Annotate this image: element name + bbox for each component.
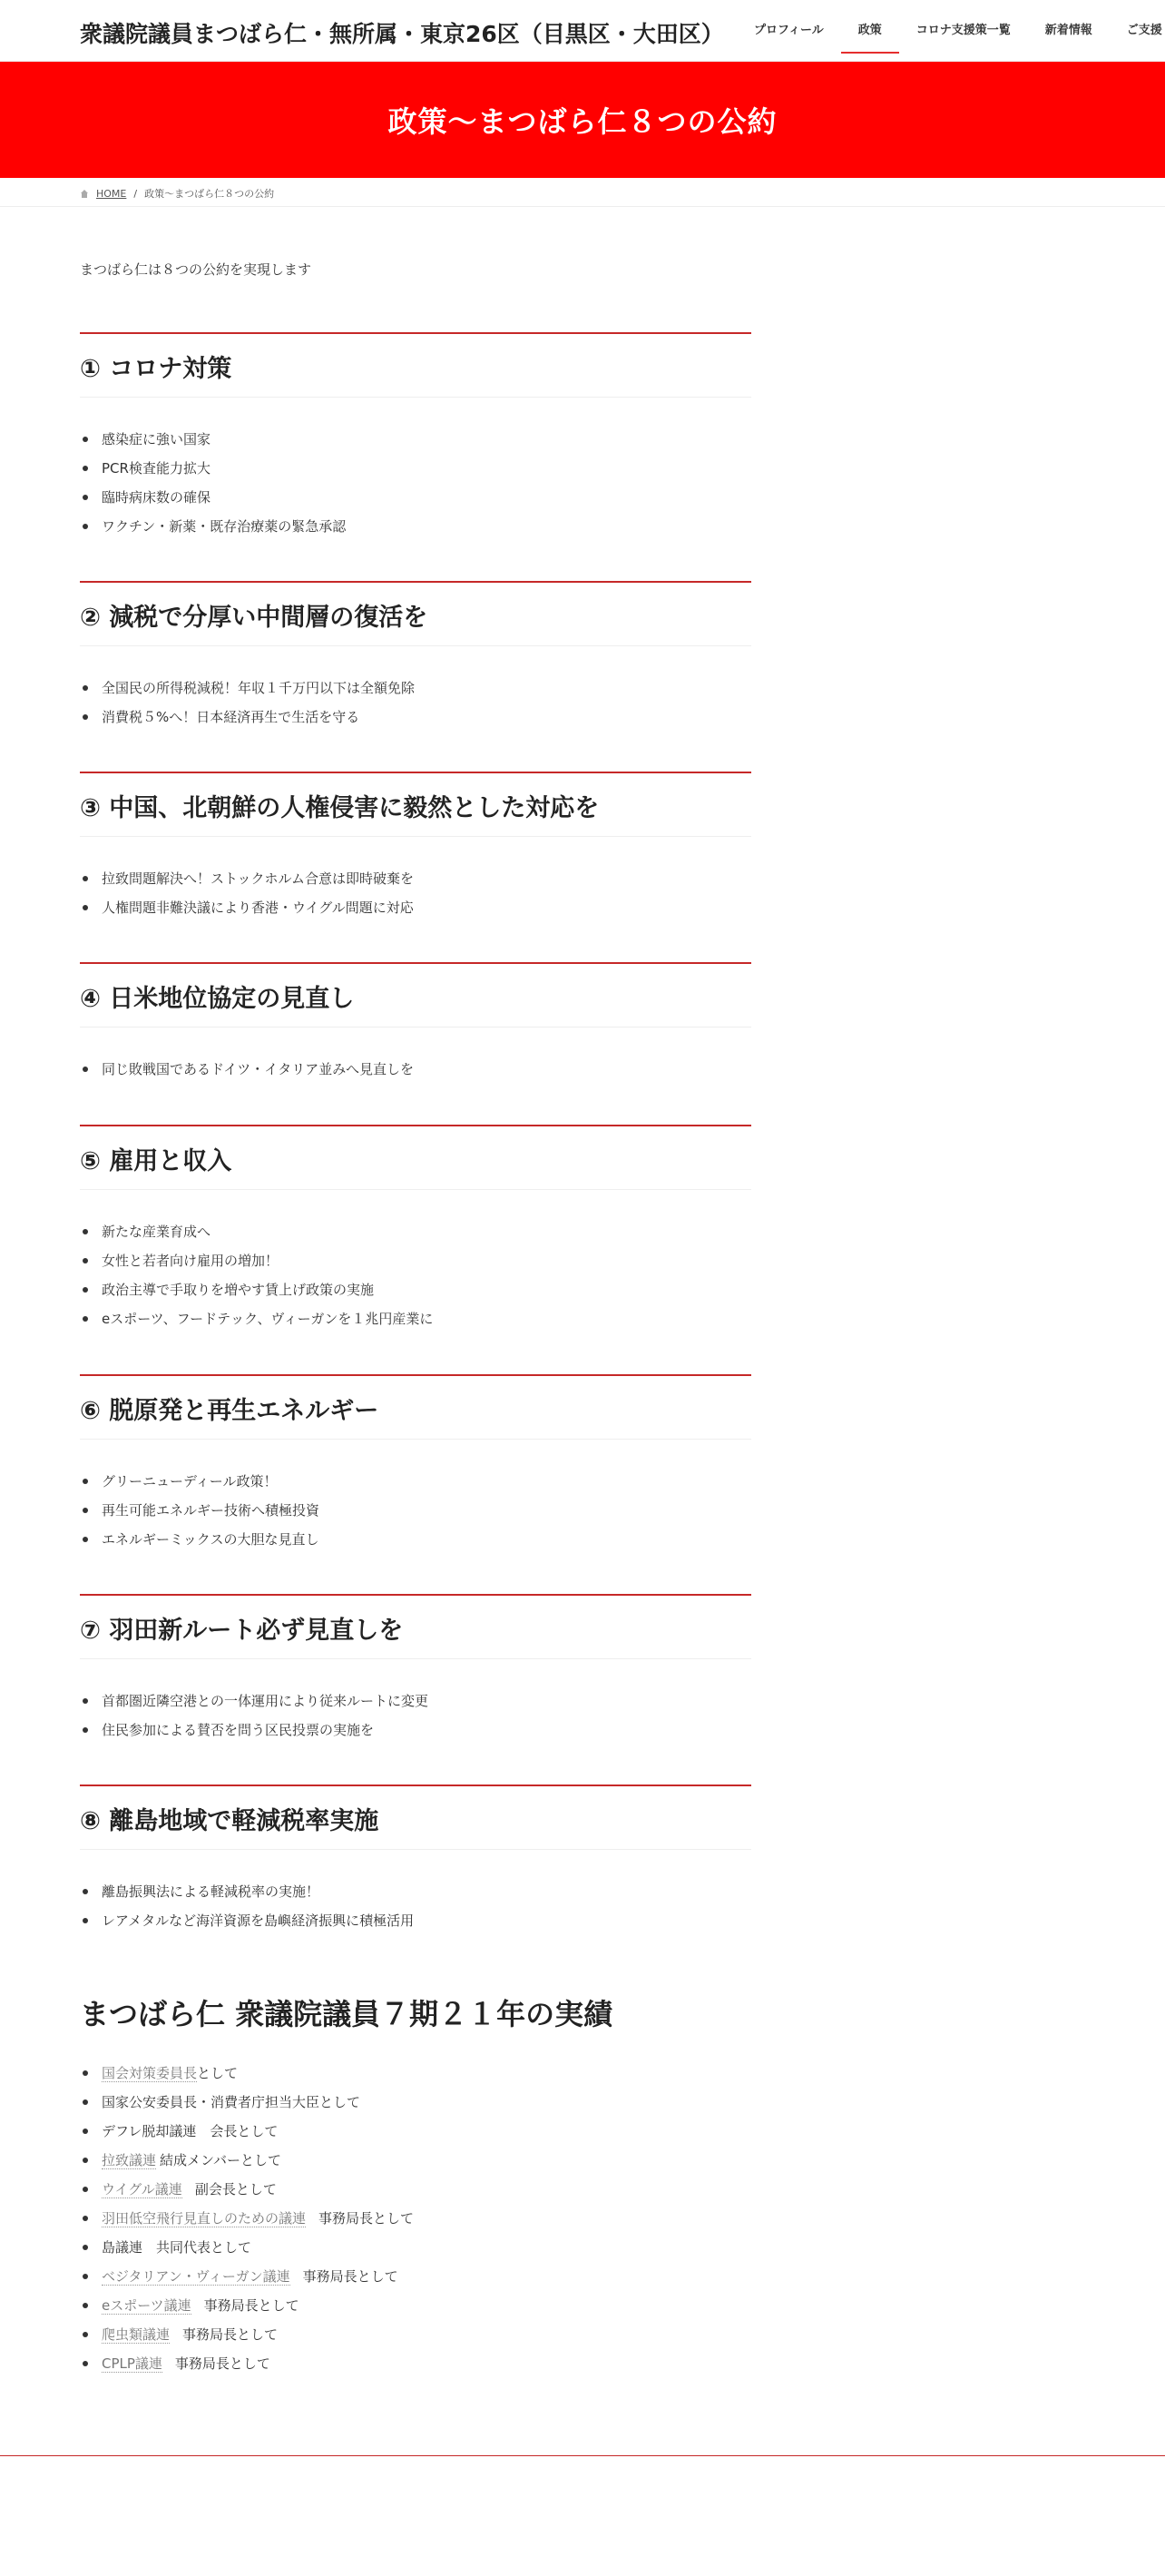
- list-item: 政治主導で手取りを増やす賃上げ政策の実施: [80, 1275, 751, 1304]
- list-item: 女性と若者向け雇用の増加！: [80, 1246, 751, 1275]
- list-item: エネルギーミックスの大胆な見直し: [80, 1525, 751, 1554]
- policy-section-6: [80, 1374, 751, 1554]
- policy-section-5: [80, 1125, 751, 1333]
- record-item: CPLP議連 事務局長として: [80, 2349, 751, 2378]
- breadcrumb-separator: /: [133, 187, 138, 200]
- nav-item-policy[interactable]: 政策: [841, 0, 899, 53]
- list-item: ワクチン・新薬・既存治療薬の緊急承認: [80, 512, 751, 541]
- record-item: デフレ脱却議連 会長として: [80, 2117, 751, 2146]
- policy-heading: ③ 中国、北朝鮮の人権侵害に毅然とした対応を: [80, 772, 751, 837]
- breadcrumb: [0, 178, 1165, 207]
- record-item: eスポーツ議連 事務局長として: [80, 2291, 751, 2320]
- site-header: [0, 0, 1165, 62]
- intro-text: まつばら仁は８つの公約を実現します: [80, 261, 312, 278]
- policy-list: [80, 1217, 751, 1333]
- policy-list: [80, 425, 751, 541]
- policy-list: [80, 673, 751, 732]
- policy-list: [80, 1467, 751, 1554]
- policy-heading: ④ 日米地位協定の見直し: [80, 962, 751, 1027]
- policy-list: [80, 1686, 751, 1745]
- policy-section-1: [80, 332, 751, 541]
- list-item: 再生可能エネルギー技術へ積極投資: [80, 1496, 751, 1525]
- nav-item-news[interactable]: 新着情報: [1044, 24, 1092, 37]
- list-item: 拉致問題解決へ！ストックホルム合意は即時破棄を: [80, 864, 751, 893]
- policy-heading: ⑧ 離島地域で軽減税率実施: [80, 1785, 751, 1850]
- record-item: 羽田低空飛行見直しのための議連 事務局長として: [80, 2204, 751, 2233]
- nav-item-corona-support[interactable]: コロナ支援策一覧: [915, 24, 1011, 37]
- policy-list: [80, 864, 751, 922]
- policy-heading: ⑤ 雇用と収入: [80, 1125, 751, 1190]
- policy-heading: ⑦ 羽田新ルート必ず見直しを: [80, 1594, 751, 1659]
- list-item: グリーニューディール政策！: [80, 1467, 751, 1496]
- list-item: PCR検査能力拡大: [80, 454, 751, 483]
- record-item: ベジタリアン・ヴィーガン議連 事務局長として: [80, 2262, 751, 2291]
- list-item: 感染症に強い国家: [80, 425, 751, 454]
- footer-divider: [0, 2455, 1165, 2456]
- breadcrumb-current: 政策〜まつばら仁８つの公約: [144, 188, 275, 200]
- page-title: 政策〜まつばら仁８つの公約: [387, 104, 778, 139]
- record-link[interactable]: ウイグル議連: [102, 2181, 182, 2197]
- list-item: 人権問題非難決議により香港・ウイグル問題に対応: [80, 893, 751, 922]
- record-item: 国会対策委員長として: [80, 2059, 751, 2088]
- record-item: 島議連 共同代表として: [80, 2233, 751, 2262]
- policy-heading: ① コロナ対策: [80, 332, 751, 398]
- policy-section-2: [80, 581, 751, 732]
- breadcrumb-home-link[interactable]: HOME: [96, 187, 127, 200]
- policy-heading: ⑥ 脱原発と再生エネルギー: [80, 1374, 751, 1440]
- record-item: 国家公安委員長・消費者庁担当大臣として: [80, 2088, 751, 2117]
- record-item: 爬虫類議連 事務局長として: [80, 2320, 751, 2349]
- list-item: 全国民の所得税減税！年収１千万円以下は全額免除: [80, 673, 751, 703]
- record-link[interactable]: eスポーツ議連: [102, 2297, 191, 2314]
- record-item: 拉致議連 結成メンバーとして: [80, 2146, 751, 2175]
- list-item: レアメタルなど海洋資源を島嶼経済振興に積極活用: [80, 1906, 751, 1935]
- home-icon: [80, 190, 89, 198]
- record-link[interactable]: ベジタリアン・ヴィーガン議連: [102, 2268, 290, 2285]
- policy-section-4: [80, 962, 751, 1084]
- policy-list: [80, 1055, 751, 1084]
- site-title[interactable]: 衆議院議員まつばら仁・無所属・東京26区（目黒区・大田区）: [80, 21, 724, 47]
- policy-section-3: [80, 772, 751, 922]
- policy-heading: ② 減税で分厚い中間層の復活を: [80, 581, 751, 646]
- list-item: 住民参加による賛否を問う区民投票の実施を: [80, 1716, 751, 1745]
- record-heading: まつばら仁 衆議院議員７期２１年の実績: [80, 1997, 613, 2031]
- list-item: 臨時病床数の確保: [80, 483, 751, 512]
- policy-section-7: [80, 1594, 751, 1745]
- record-link[interactable]: 爬虫類議連: [102, 2326, 171, 2343]
- record-link[interactable]: CPLP議連: [102, 2355, 162, 2372]
- record-item: ウイグル議連 副会長として: [80, 2175, 751, 2204]
- record-link[interactable]: 羽田低空飛行見直しのための議連: [102, 2210, 307, 2227]
- record-link[interactable]: 拉致議連: [102, 2152, 157, 2168]
- record-list: [80, 2059, 751, 2378]
- list-item: 首都圏近隣空港との一体運用により従来ルートに変更: [80, 1686, 751, 1716]
- list-item: 新たな産業育成へ: [80, 1217, 751, 1246]
- nav-item-support[interactable]: ご支援: [1126, 24, 1162, 37]
- list-item: 消費税５%へ！日本経済再生で生活を守る: [80, 703, 751, 732]
- policy-list: [80, 1877, 751, 1935]
- policy-section-8: [80, 1785, 751, 1935]
- list-item: 離島振興法による軽減税率の実施！: [80, 1877, 751, 1906]
- global-nav: [737, 0, 1165, 62]
- list-item: eスポーツ、フードテック、ヴィーガンを１兆円産業に: [80, 1304, 751, 1333]
- list-item: 同じ敗戦国であるドイツ・イタリア並みへ見直しを: [80, 1055, 751, 1084]
- page-hero: [0, 62, 1165, 178]
- nav-item-profile[interactable]: プロフィール: [754, 24, 824, 37]
- record-link[interactable]: 国会対策委員長: [102, 2065, 198, 2081]
